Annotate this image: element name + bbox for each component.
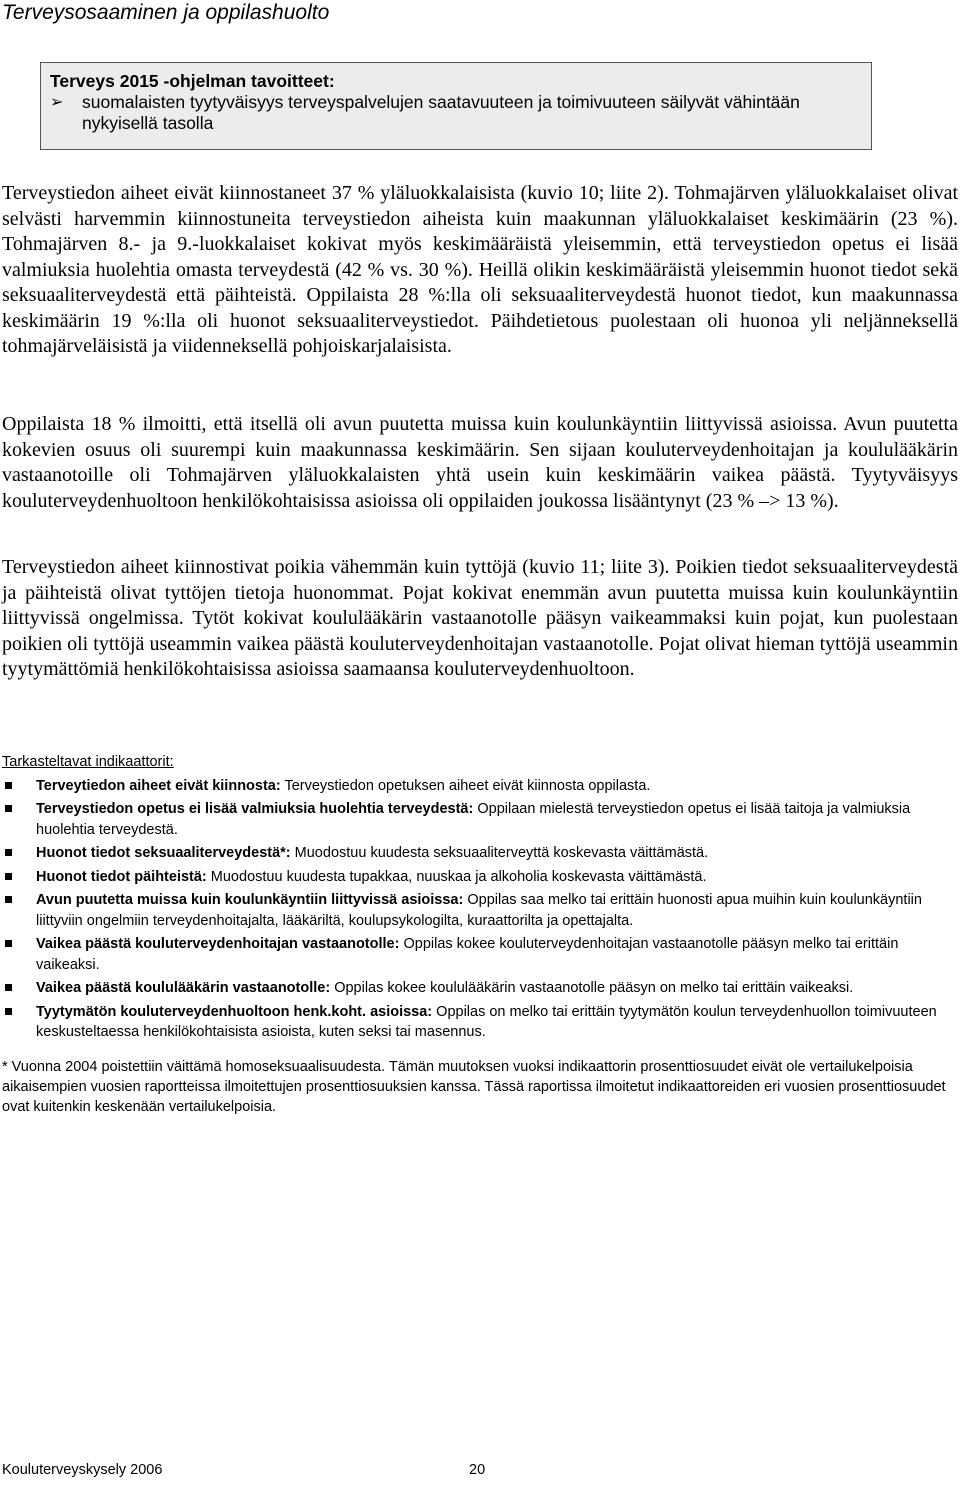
indicator-description: Muodostuu kuudesta seksuaaliterveyttä koskevasta väittämästä.	[290, 845, 709, 861]
indicator-description: Oppilas saa melko tai erittäin huonosti apua muihin kuin koulunkäyntiin liittyviin ongelmiin terveydenhoitajalta, lääkäriltä, koulupsykologilta, kuraattorilta ja opettajalta.	[36, 892, 922, 929]
indicator-term: Terveytiedon aiheet eivät kiinnosta:	[36, 777, 281, 794]
indicator-description: Oppilaan mielestä terveystiedon opetus ei lisää taitoja ja valmiuksia huolehtia terveydestä.	[36, 801, 911, 838]
goals-title: Terveys 2015 -ohjelman tavoitteet:	[50, 71, 335, 91]
square-bullet-icon	[2, 843, 36, 864]
indicator-description: Oppilas on melko tai erittäin tyytymätön koulun terveydenhuollon toimivuuteen keskusteltaessa henkilökohtaisista asioista, kuten seksi tai masennus.	[36, 1003, 937, 1040]
indicator-item	[2, 799, 952, 840]
indicator-term: Huonot tiedot seksuaaliterveydestä*:	[36, 845, 291, 861]
body-paragraph: Terveystiedon aiheet eivät kiinnostaneet 37 % yläluokkalaisista (kuvio 10; liite 2). Tohmajärven yläluokkalaiset olivat selvästi harvemmin kiinnostuneita terveystiedon aiheista kuin maakunnan yläluokkalaiset keskimäärin (23 %). Tohmajärven 8.- ja 9.-luokkalaiset kokivat myös keskimääräistä yleisemmin, että terveystiedon opetus ei lisää valmiuksia huolehtia omasta terveydestä (42 % vs. 30 %). Heillä olikin keskimääräistä yleisemmin huonot tiedot sekä seksuaaliterveydestä että päihteistä. Oppilaista 28 %:lla oli seksuaaliterveydestä huonot tiedot, kun maakunnassa keskimäärin 19 %:lla oli huonot seksuaaliterveystiedot. Päihdetietous puolestaan oli huonoa yli neljänneksellä tohmajärveläisistä ja viidenneksellä pohjoiskarjalaisista.	[2, 182, 958, 357]
square-bullet-icon	[2, 934, 36, 975]
indicator-item	[2, 843, 952, 864]
indicator-item	[2, 934, 952, 975]
indicator-term: Terveystiedon opetus ei lisää valmiuksia huolehtia terveydestä:	[36, 801, 474, 817]
indicators-section	[2, 752, 952, 1046]
indicators-heading: Tarkasteltavat indikaattorit:	[2, 754, 174, 770]
indicator-description: Muodostuu kuudesta tupakkaa, nuuskaa ja alkoholia koskevasta väittämästä.	[206, 868, 707, 885]
goals-box	[40, 62, 872, 150]
indicators-list	[2, 776, 952, 1043]
footnote: * Vuonna 2004 poistettiin väittämä homoseksuaalisuudesta. Tämän muutoksen vuoksi indikaattorin prosenttiosuudet eivät ole vertailukelpoisia aikaisempien vuosien raportteissa ilmoitettujen prosenttiosuuksien kanssa. Tässä raportissa ilmoitetut indikaattoreiden eri vuosien prosenttiosuudet ovat kuitenkin keskenään vertailukelpoisia.	[2, 1059, 946, 1115]
indicator-item	[2, 867, 952, 888]
indicator-term: Huonot tiedot päihteistä:	[36, 868, 207, 885]
indicator-item	[2, 776, 952, 797]
footer-report-name: Kouluterveyskysely 2006	[2, 1462, 163, 1478]
indicator-term: Avun puutetta muissa kuin koulunkäyntiin liittyvissä asioissa:	[36, 892, 464, 908]
square-bullet-icon	[2, 776, 36, 797]
arrow-bullet-icon: ➢	[50, 94, 64, 111]
square-bullet-icon	[2, 890, 36, 931]
indicator-item	[2, 890, 952, 931]
body-paragraph: Terveystiedon aiheet kiinnostivat poikia vähemmän kuin tyttöjä (kuvio 11; liite 3). Poikien tiedot seksuaaliterveydestä ja päihteistä olivat tyttöjen tietoja huonommat. Pojat kokivat enemmän avun puutetta muissa kuin koulunkäyntiin liittyvissä ongelmissa. Tytöt kokivat koululääkärin vastaanotolle pääsyn vaikeammaksi kuin pojat, kun puolestaan poikien oli tyttöjä useammin vaikea päästä kouluterveydenhoitajan vastaanotolle. Pojat olivat hieman tyttöjä useammin tyytymättömiä henkilökohtaisissa asioissa saamaansa kouluterveydenhuoltoon.	[2, 556, 958, 680]
body-paragraph: Oppilaista 18 % ilmoitti, että itsellä oli avun puutetta muissa kuin koulunkäyntiin liittyvissä asioissa. Avun puutetta kokevien osuus oli suurempi kuin maakunnassa keskimäärin. Sen sijaan kouluterveydenhoitajan ja koululääkärin vastaanotoille oli Tohmajärven yläluokkalaisten yhtä usein kuin keskimäärin vaikea päästä. Tyytyväisyys kouluterveydenhuoltoon henkilökohtaisissa asioissa oli oppilaiden joukossa lisääntynyt (23 % –> 13 %).	[2, 413, 958, 512]
indicator-term: Vaikea päästä koululääkärin vastaanotolle:	[36, 980, 331, 996]
indicator-item	[2, 978, 952, 999]
indicator-description: Oppilas kokee kouluterveydenhoitajan vastaanotolle pääsyn melko tai erittäin vaikeaksi.	[36, 936, 899, 973]
indicator-item	[2, 1002, 952, 1043]
square-bullet-icon	[2, 978, 36, 999]
indicator-description: Oppilas kokee koululääkärin vastaanotolle pääsyn on melko tai erittäin vaikeaksi.	[330, 980, 854, 996]
square-bullet-icon	[2, 867, 36, 888]
square-bullet-icon	[2, 1002, 36, 1043]
goals-item-text: suomalaisten tyytyväisyys terveyspalvelujen saatavuuteen ja toimivuuteen säilyvät vähintään nykyisellä tasolla	[82, 92, 800, 133]
indicator-description: Terveystiedon opetuksen aiheet eivät kiinnosta oppilasta.	[280, 777, 651, 794]
section-title: Terveysosaaminen ja oppilashuolto	[2, 1, 330, 24]
square-bullet-icon	[2, 799, 36, 840]
goals-item	[50, 92, 861, 134]
footer-page-number: 20	[469, 1462, 486, 1478]
indicator-term: Vaikea päästä kouluterveydenhoitajan vastaanotolle:	[36, 936, 400, 952]
indicator-term: Tyytymätön kouluterveydenhuoltoon henk.koht. asioissa:	[36, 1003, 433, 1020]
